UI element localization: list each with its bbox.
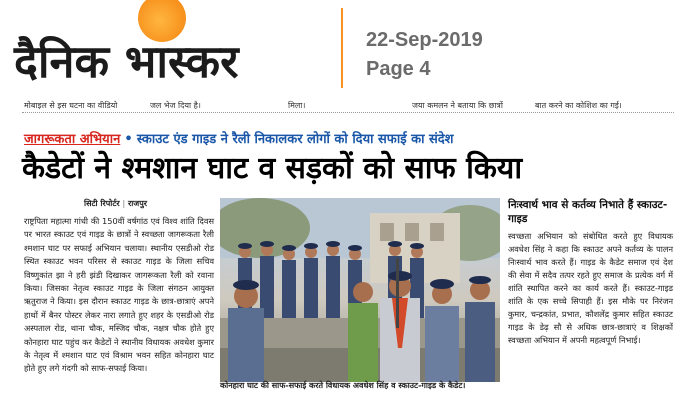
news-photo [220, 198, 500, 382]
byline-separator: | [122, 199, 126, 208]
strip-fragment: मिला। [288, 101, 306, 110]
photo-caption: कोनहारा घाट की साफ-सफाई करते विधायक अवधेश सिंह व स्काउट-गाइड के कैडेट। [220, 381, 466, 390]
newspaper-logo: दैनिक भास्कर [14, 35, 239, 88]
edition-date: 22-Sep-2019 [366, 29, 483, 51]
byline-place: राजपुर [127, 199, 148, 208]
page-number: Page 4 [366, 58, 431, 80]
strip-fragment: बात करने का कोशिश का गई। [535, 101, 622, 110]
byline [84, 198, 147, 209]
photo-illustration [220, 198, 500, 382]
strip-fragment: जल भेज दिया है। [150, 101, 201, 110]
article-kicker [24, 129, 454, 147]
article-body-left: राष्ट्रपिता महात्मा गांधी की 150वीं वर्षगांठ एवं विश्व शांति दिवस पर भारत स्काउट एवं गाइड के छात्रों ने स्वच्छता जागरूकता रैली श्मशान घाट पर सफाई अभियान चलाया। स्थानीय एसडीओ रोड स्थित स्काउट भवन परिसर से स्काउट गाइड के जिला सचिव विष्णुकांत झा ने हरी झंडी दिखाकर जागरूकता रैली को रवाना किया। जिसका नेतृत्व स्काउट गाइड के जिला संगठन आयुक्त ऋतुराज ने किया। इस दौरान स्काउट गाइड के छात्र-छात्राएं अपने हाथों में बैनर पोस्टर लेकर नारा लगाते हुए शहर के एसडीओ रोड अस्पताल रोड, थाना चौक, मस्जिद चौक, नक्षत्र चौक होते हुए कोनहारा घाट पहुंच कर कैडेटों ने स्थानीय विधायक अवधेश कुमार के नेतृत्व में श्मशान घाट एवं विश्राम भवन सहित कोनहारा घाट होते हुए लगे गंदगी को साफ-सफाई किया। [24, 216, 214, 374]
article-body-right: स्वच्छता अभियान को संबोधित करते हुए विधायक अवधेश सिंह ने कहा कि स्काउट अपने कर्तव्य के पालन निःस्वार्थ भाव करते हैं। गाइड के कैडेट समाज एवं देश की सेवा में सदैव तत्पर रहते हुए समाज के प्रत्येक वर्ग में शांति स्थापित करने का कार्य करते हैं। स्काउट-गाइड शांति के एक सच्चे सिपाही हैं। इस मौके पर निरंजन कुमार, चन्द्रकांत, प्रभात, कौशलेंद्र कुमार सहित स्काउट गाइड के डेढ़ सौ से अधिक छात्र-छात्राएं व शिक्षकों स्वच्छता अभियान में अपनी महत्वपूर्ण निभाई। [508, 231, 673, 345]
article-headline: कैडेटों ने श्मशान घाट व सड़कों को साफ किया [22, 151, 523, 186]
sidebar-subheading: निःस्वार्थ भाव से कर्तव्य निभाते हैं स्काउट-गाइड [508, 199, 668, 225]
kicker-label: जागरूकता अभियान [24, 132, 121, 147]
kicker-text: स्काउट एंड गाइड ने रैली निकालकर लोगों को दिया सफाई का संदेश [136, 132, 454, 147]
kicker-bullet: • [124, 132, 133, 147]
masthead-divider [341, 8, 343, 88]
byline-name: सिटी रिपोर्टर [84, 199, 120, 208]
strip-fragment: जया कमलन ने बताया कि छात्रों [412, 101, 503, 110]
strip-fragment: मोबाइल से इस घटना का वीडियो [24, 101, 118, 110]
